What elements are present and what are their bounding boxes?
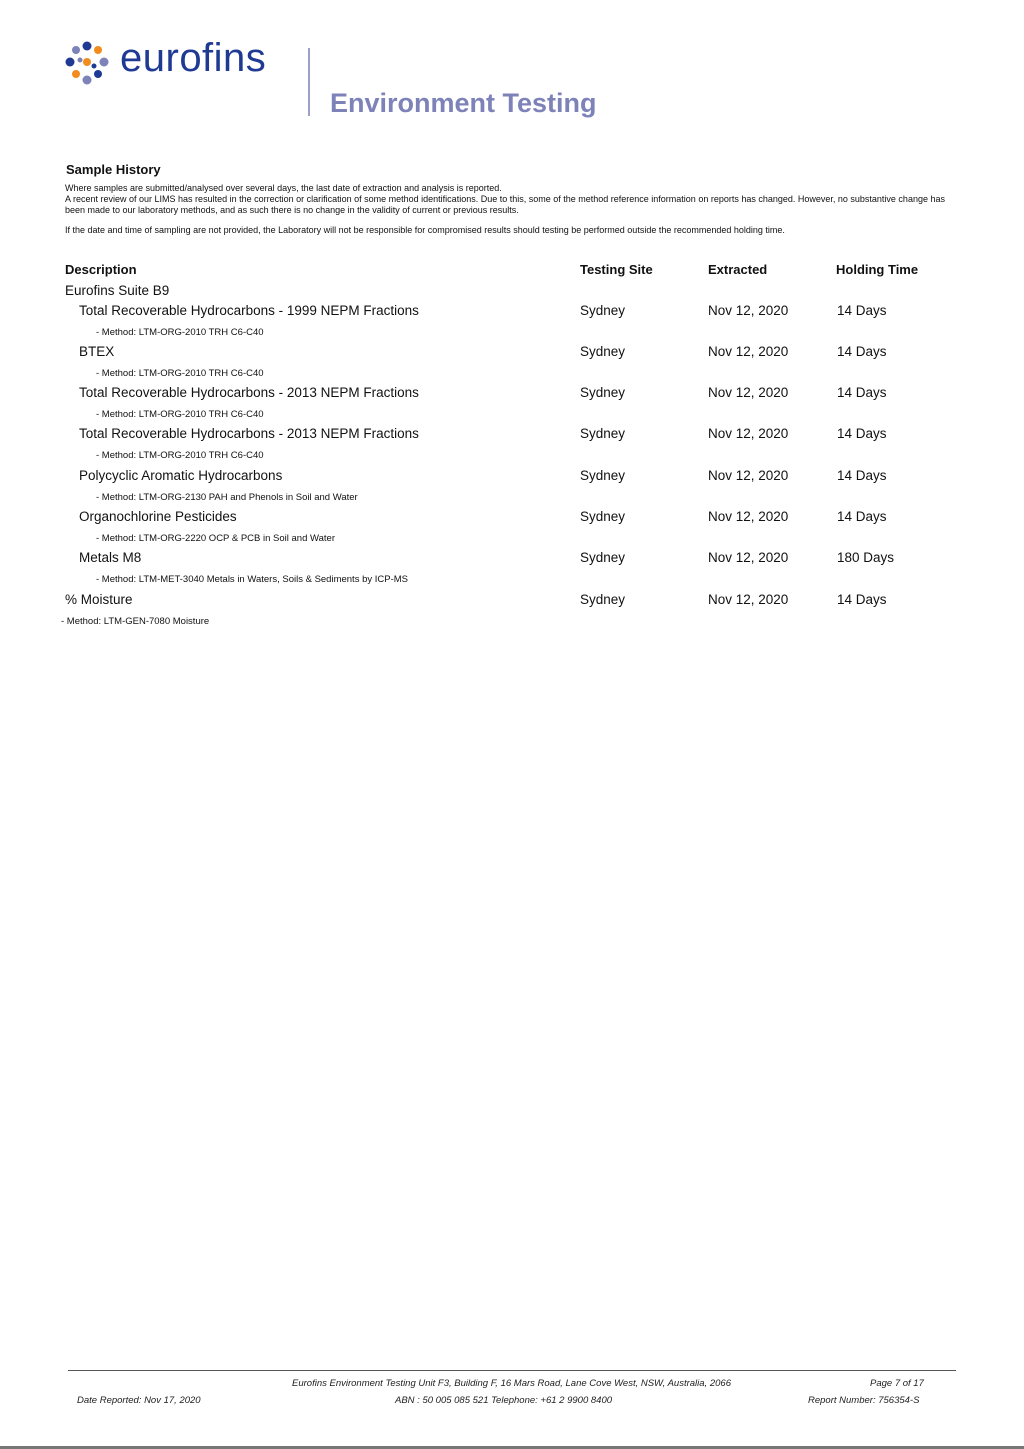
row-extracted: Nov 12, 2020	[708, 426, 789, 441]
row-method: - Method: LTM-ORG-2010 TRH C6-C40	[96, 409, 264, 420]
header-extracted: Extracted	[708, 262, 768, 277]
row-description: Metals M8	[79, 550, 142, 565]
footer-report-number: Report Number: 756354-S	[808, 1395, 920, 1406]
row-method: - Method: LTM-ORG-2010 TRH C6-C40	[96, 327, 264, 338]
eurofins-logo-icon	[64, 40, 110, 86]
row-extracted: Nov 12, 2020	[708, 385, 789, 400]
row-holding-time: 14 Days	[837, 509, 887, 524]
row-description: Organochlorine Pesticides	[79, 509, 237, 524]
row-holding-time: 14 Days	[837, 468, 887, 483]
footer-divider	[68, 1370, 956, 1371]
row-extracted: Nov 12, 2020	[708, 344, 789, 359]
row-testing-site: Sydney	[580, 344, 626, 359]
row-testing-site: Sydney	[580, 426, 626, 441]
row-method: - Method: LTM-ORG-2010 TRH C6-C40	[96, 450, 264, 461]
row-holding-time: 14 Days	[837, 426, 887, 441]
header-divider	[308, 48, 310, 116]
row-method: - Method: LTM-ORG-2010 TRH C6-C40	[96, 368, 264, 379]
row-testing-site: Sydney	[580, 303, 626, 318]
row-description: Polycyclic Aromatic Hydrocarbons	[79, 468, 283, 483]
note-lims-review: A recent review of our LIMS has resulted in the correction or clarification of some method identifications. Due to this, some of the method reference information on reports has changed. However, no substantive change has been made to our laboratory methods, and as such there is no change in the validity of current or previous results.	[65, 194, 945, 215]
note-sampling-time: If the date and time of sampling are not provided, the Laboratory will not be responsible for compromised results should testing be performed outside the recommended holding time.	[65, 225, 785, 235]
footer-abn: ABN : 50 005 085 521 Telephone: +61 2 9900 8400	[395, 1395, 613, 1406]
row-holding-time: 14 Days	[837, 303, 887, 318]
row-testing-site: Sydney	[580, 509, 626, 524]
row-description: Total Recoverable Hydrocarbons - 2013 NEPM Fractions	[79, 385, 419, 400]
row-testing-site: Sydney	[580, 550, 626, 565]
row-method: - Method: LTM-GEN-7080 Moisture	[61, 616, 210, 627]
row-extracted: Nov 12, 2020	[708, 303, 789, 318]
row-extracted: Nov 12, 2020	[708, 550, 789, 565]
row-method: - Method: LTM-MET-3040 Metals in Waters, Soils & Sediments by ICP-MS	[96, 574, 409, 585]
header-holding-time: Holding Time	[836, 262, 919, 277]
footer-date-reported: Date Reported: Nov 17, 2020	[77, 1395, 201, 1406]
header-testing-site: Testing Site	[580, 262, 653, 277]
footer-address: Eurofins Environment Testing Unit F3, Building F, 16 Mars Road, Lane Cove West, NSW, Australia, 2066	[292, 1378, 731, 1389]
brand-name: eurofins	[120, 36, 267, 80]
row-description: % Moisture	[65, 592, 133, 607]
row-extracted: Nov 12, 2020	[708, 468, 789, 483]
row-testing-site: Sydney	[580, 385, 626, 400]
row-holding-time: 180 Days	[837, 550, 895, 565]
row-method: - Method: LTM-ORG-2130 PAH and Phenols in Soil and Water	[96, 492, 358, 503]
row-extracted: Nov 12, 2020	[708, 509, 789, 524]
row-testing-site: Sydney	[580, 468, 626, 483]
row-extracted: Nov 12, 2020	[708, 592, 789, 607]
note-extraction: Where samples are submitted/analysed over several days, the last date of extraction and analysis is reported.	[65, 183, 502, 193]
row-description: Total Recoverable Hydrocarbons - 1999 NEPM Fractions	[79, 303, 419, 318]
row-testing-site: Sydney	[580, 592, 626, 607]
row-holding-time: 14 Days	[837, 592, 887, 607]
footer-page-number: Page 7 of 17	[870, 1378, 924, 1389]
row-description: Total Recoverable Hydrocarbons - 2013 NEPM Fractions	[79, 426, 419, 441]
row-holding-time: 14 Days	[837, 344, 887, 359]
row-description: BTEX	[79, 344, 115, 359]
row-holding-time: 14 Days	[837, 385, 887, 400]
section-title: Sample History	[66, 162, 161, 177]
header-description: Description	[65, 262, 137, 277]
suite-name: Eurofins Suite B9	[65, 283, 170, 298]
brand-subtitle: Environment Testing	[330, 88, 597, 118]
row-method: - Method: LTM-ORG-2220 OCP & PCB in Soil and Water	[96, 533, 335, 544]
